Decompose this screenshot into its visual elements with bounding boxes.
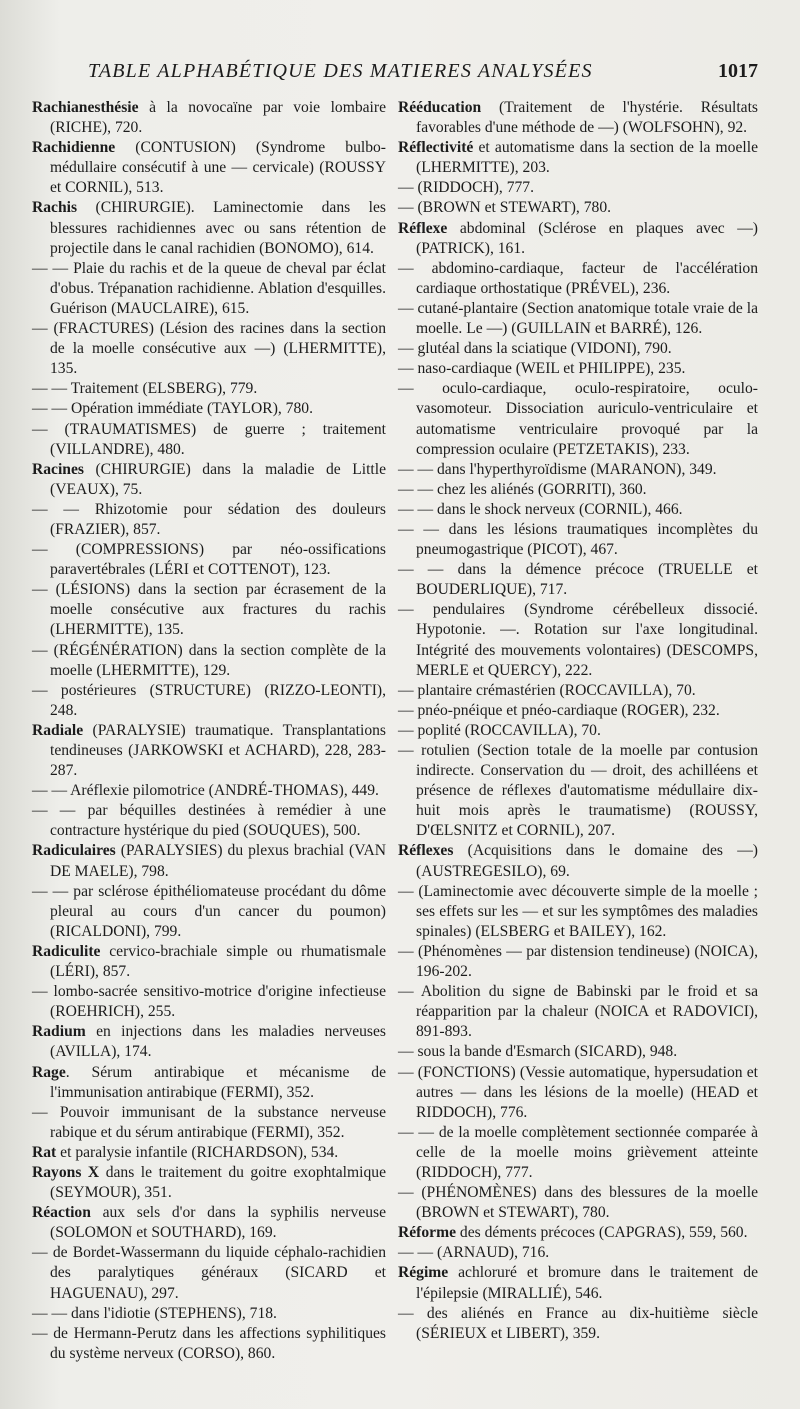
index-entry: Réaction aux sels d'or dans la syphilis nerveuse (SOLOMON et SOUTHARD), 169.: [32, 1204, 386, 1242]
index-entry: — — par sclérose épithéliomateuse procédant du dôme pleural au cours d'un cancer du poumon) (RICALDONI), 799.: [32, 882, 386, 940]
page-number: 1017: [718, 60, 758, 82]
entry-keyword: Racines: [32, 460, 84, 478]
index-entry: Radiale (PARALYSIE) traumatique. Transplantations tendineuses (JARKOWSKI et ACHARD), 228, 283-287.: [32, 721, 386, 780]
index-entry: — — (ARNAUD), 716.: [398, 1244, 550, 1262]
entry-keyword: Réaction: [32, 1204, 91, 1222]
entry-keyword: Réflexe: [398, 219, 448, 237]
left-column: [32, 98, 386, 1364]
index-entry: — — par béquilles destinées à remédier à une contracture hystérique du pied (SOUQUES), 500.: [32, 802, 386, 840]
index-entry: — pendulaires (Syndrome cérébelleux dissocié. Hypotonie. —. Rotation sur l'axe longitudinal. Intégrité des mouvements volontaires) (DESCOMPS, MERLE et QUERCY), 222.: [398, 601, 758, 679]
index-entry: — — Traitement (ELSBERG), 779.: [32, 380, 258, 398]
index-entry: — — de la moelle complètement sectionnée comparée à celle de la moelle moins grièvement atteinte (RIDDOCH), 777.: [398, 1123, 758, 1181]
entry-keyword: Rachianesthésie: [32, 99, 139, 116]
index-entry: — (COMPRESSIONS) par néo-ossifications paravertébrales (LÉRI et COTTENOT), 123.: [32, 541, 386, 579]
index-entry: — (Phénomènes — par distension tendineuse) (NOICA), 196-202.: [398, 942, 758, 981]
index-entry: Réflectivité et automatisme dans la section de la moelle (LHERMITTE), 203.: [398, 139, 758, 177]
entry-keyword: Radium: [32, 1023, 86, 1041]
entry-keyword: Réflectivité: [398, 139, 474, 157]
index-entry: — — dans la démence précoce (TRUELLE et BOUDERLIQUE), 717.: [398, 561, 758, 599]
index-entry: — pnéo-pnéique et pnéo-cardiaque (ROGER), 232.: [398, 701, 720, 719]
entry-keyword: Réflexes: [398, 842, 454, 860]
index-entry: — des aliénés en France au dix-huitième siècle (SÉRIEUX et LIBERT), 359.: [398, 1304, 758, 1342]
index-entry: — (RÉGÉNÉRATION) dans la section complète de la moelle (LHERMITTE), 129.: [32, 641, 386, 679]
index-entry: Rachis (CHIRURGIE). Laminectomie dans les blessures rachidiennes avec ou sans rétention de projectile dans le canal rachidien (BONOMO), 614.: [32, 199, 386, 257]
index-entry: — Abolition du signe de Babinski par le froid et sa réapparition par la chaleur (NOICA et RADOVICI), 891-893.: [398, 983, 758, 1041]
index-entry: — (BROWN et STEWART), 780.: [398, 199, 612, 217]
index-entry: — cutané-plantaire (Section anatomique totale vraie de la moelle. Le —) (GUILLAIN et BARRÉ), 126.: [398, 299, 758, 338]
index-entry: — Pouvoir immunisant de la substance nerveuse rabique et du sérum antirabique (FERMI), 352.: [32, 1103, 386, 1141]
index-entry: Régime achloruré et bromure dans le traitement de l'épilepsie (MIRALLIÉ), 546.: [398, 1264, 758, 1302]
index-entry: — de Bordet-Wassermann du liquide céphalo-rachidien des paralytiques généraux (SICARD et HAGUENAU), 297.: [32, 1244, 386, 1302]
index-entry: — sous la bande d'Esmarch (SICARD), 948.: [398, 1043, 678, 1061]
entry-keyword: Rat: [32, 1143, 57, 1161]
index-entry: — — Opération immédiate (TAYLOR), 780.: [32, 400, 313, 418]
index-entry: — — dans le shock nerveux (CORNIL), 466.: [398, 500, 683, 518]
index-entry: — (RIDDOCH), 777.: [398, 179, 535, 197]
right-column: [398, 98, 758, 1344]
index-entry: — de Hermann-Perutz dans les affections syphilitiques du système nerveux (CORSO), 860.: [32, 1324, 386, 1362]
index-entry: Radiculaires (PARALYSIES) du plexus brachial (VAN DE MAELE), 798.: [32, 842, 386, 880]
entry-keyword: Radiculite: [32, 942, 101, 960]
index-entry: Réflexe abdominal (Sclérose en plaques avec —) (PATRICK), 161.: [398, 219, 758, 257]
index-entry: — — chez les aliénés (GORRITI), 360.: [398, 480, 647, 498]
index-entry: Rachianesthésie à la novocaïne par voie lombaire (RICHE), 720.: [32, 99, 386, 137]
index-entry: Rat et paralysie infantile (RICHARDSON), 534.: [32, 1143, 339, 1161]
entry-keyword: Régime: [398, 1264, 449, 1282]
index-entry: — oculo-cardiaque, oculo-respiratoire, oculo-vasomoteur. Dissociation auriculo-ventriculaire et automatisme ventriculaire provoqué par la compression oculaire (PETZETAKIS), 233.: [398, 380, 758, 458]
index-entry: — (TRAUMATISMES) de guerre ; traitement (VILLANDRE), 480.: [32, 420, 386, 458]
entry-keyword: Radiculaires: [32, 842, 116, 860]
index-entry: Rage. Sérum antirabique et mécanisme de l'immunisation antirabique (FERMI), 352.: [32, 1063, 386, 1101]
index-entry: Radium en injections dans les maladies nerveuses (AVILLA), 174.: [32, 1023, 386, 1061]
index-entry: — abdomino-cardiaque, facteur de l'accélération cardiaque orthostatique (PRÉVEL), 236.: [398, 259, 758, 297]
index-entry: — naso-cardiaque (WEIL et PHILIPPE), 235.: [398, 360, 686, 378]
index-entry: — — dans les lésions traumatiques incomplètes du pneumogastrique (PICOT), 467.: [398, 520, 758, 559]
entry-keyword: Rachidienne: [32, 139, 116, 157]
index-entry: Réforme des déments précoces (CAPGRAS), 559, 560.: [398, 1224, 748, 1242]
index-entry: — (PHÉNOMÈNES) dans des blessures de la moelle (BROWN et STEWART), 780.: [398, 1184, 758, 1222]
entry-keyword: Rééducation: [398, 99, 482, 116]
entry-keyword: Réforme: [398, 1224, 457, 1242]
running-title: TABLE ALPHABÉTIQUE DES MATIERES ANALYSÉES: [88, 60, 593, 82]
entry-keyword: Rage: [32, 1063, 66, 1081]
index-entry: — rotulien (Section totale de la moelle par contusion indirecte. Conservation du — droit, des achilléens et présence de réflexes d'automatisme médullaire dix-huit mois après le traumatisme) (ROUSSY, D'ŒLSNITZ et CORNIL), 207.: [398, 742, 758, 840]
entry-keyword: Radiale: [32, 721, 84, 739]
entry-keyword: Rayons X: [32, 1163, 100, 1181]
index-entry: Racines (CHIRURGIE) dans la maladie de Little (VEAUX), 75.: [32, 460, 386, 498]
index-entry: — (Laminectomie avec découverte simple de la moelle ; ses effets sur les — et sur les symptômes des maladies spinales) (ELSBERG et BAILEY), 162.: [398, 882, 758, 940]
index-entry: Rééducation (Traitement de l'hystérie. Résultats favorables d'une méthode de —) (WOLFSOHN), 92.: [398, 99, 758, 137]
index-entry: — — dans l'hyperthyroïdisme (MARANON), 349.: [398, 460, 717, 478]
index-entry: Réflexes (Acquisitions dans le domaine des —) (AUSTREGESILO), 69.: [398, 842, 758, 880]
page-header: [88, 60, 758, 83]
index-entry: — — Plaie du rachis et de la queue de cheval par éclat d'obus. Trépanation rachidienne. Ablation d'esquilles. Guérison (MAUCLAIRE), 615.: [32, 259, 386, 317]
index-entry: — — dans l'idiotie (STEPHENS), 718.: [32, 1304, 277, 1322]
index-entry: — postérieures (STRUCTURE) (RIZZO-LEONTI), 248.: [32, 681, 386, 719]
entry-keyword: Rachis: [32, 199, 78, 217]
index-entry: — poplité (ROCCAVILLA), 70.: [398, 721, 601, 739]
index-entry: — — Aréflexie pilomotrice (ANDRÉ-THOMAS), 449.: [32, 782, 379, 800]
index-entry: — (FONCTIONS) (Vessie automatique, hypersudation et autres — dans les lésions de la moelle) (HEAD et RIDDOCH), 776.: [398, 1063, 758, 1121]
index-entry: — (FRACTURES) (Lésion des racines dans la section de la moelle consécutive aux —) (LHERMITTE), 135.: [32, 320, 386, 378]
index-entry: — plantaire crémastérien (ROCCAVILLA), 70.: [398, 681, 696, 699]
index-entry: — lombo-sacrée sensitivo-motrice d'origine infectieuse (ROEHRICH), 255.: [32, 983, 386, 1021]
index-entry: — (LÉSIONS) dans la section par écrasement de la moelle consécutive aux fractures du rachis (LHERMITTE), 135.: [32, 581, 386, 639]
index-entry: Rachidienne (CONTUSION) (Syndrome bulbo-médullaire consécutif à une — cervicale) (ROUSSY et CORNIL), 513.: [32, 139, 386, 197]
index-entry: — — Rhizotomie pour sédation des douleurs (FRAZIER), 857.: [32, 500, 386, 538]
index-entry: Rayons X dans le traitement du goitre exophtalmique (SEYMOUR), 351.: [32, 1163, 386, 1202]
index-entry: Radiculite cervico-brachiale simple ou rhumatismale (LÉRI), 857.: [32, 942, 386, 981]
index-entry: — glutéal dans la sciatique (VIDONI), 790.: [398, 340, 672, 358]
